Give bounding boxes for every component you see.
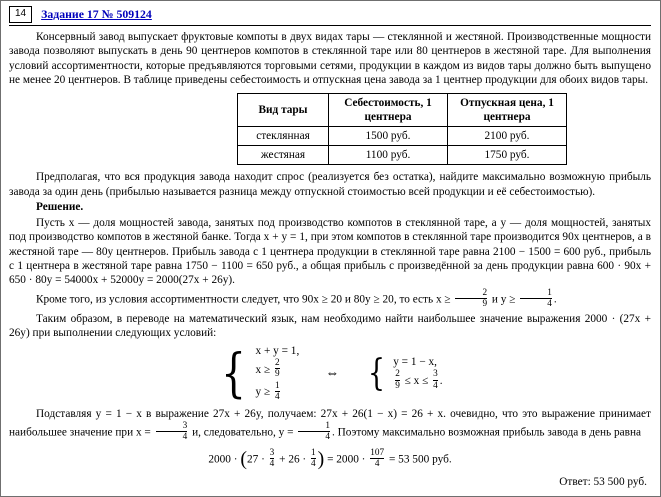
fraction-1-4: $\frac{1}{4}$ [311, 447, 316, 470]
text-run: ≤ x ≤ [401, 375, 432, 387]
table-header-price: Отпускная цена, 1 центнера [448, 93, 567, 126]
fraction-2-9: $\frac{2}{9}$ [395, 369, 400, 391]
table-header-cost: Себестоимость, 1 центнера [329, 93, 448, 126]
text-run: y ≥ [255, 386, 273, 399]
text-run: x ≥ [255, 363, 273, 376]
text-run: и y ≥ [489, 293, 519, 306]
header [9, 6, 651, 23]
problem-question: Предполагая, что вся продукция завода находит спрос (реализуется без остатка), найдите максимально возможную прибыль завода за один день (прибылью называется разница между отпускной стоимостью всей продукции и её себестоимостью). [9, 171, 651, 198]
text-run: и, следовательно, y = [189, 426, 297, 439]
text-run: 27 · [246, 453, 268, 466]
fraction-3-4: $\frac{3}{4}$ [156, 421, 188, 443]
problem-intro: Консервный завод выпускает фруктовые компоты в двух видах тары — стеклянной и жестяной. Производственные мощности завода позволяют выпускать в день 90 центнеров компотов в стеклянной таре или 80 центнеров в жестяной таре. Для выполнения условий ассортиментности, которые предъявляются торговыми сетями, продукции в каждом из видов тары должно быть выпущено не менее 20 центнеров. В таблице приведены себестоимость и отпускная цена завода за 1 центнер продукции для обоих видов тары. [9, 31, 651, 87]
table-row [238, 146, 567, 165]
table-row [238, 127, 567, 146]
header-divider [9, 25, 651, 26]
table-cell: 2100 руб. [448, 127, 567, 146]
final-formula [9, 449, 651, 471]
text-run: 2000 · [208, 453, 241, 466]
system-line [393, 370, 442, 392]
open-paren: ( [240, 447, 247, 470]
fraction-107-4: $\frac{107}{4}$ [370, 447, 385, 470]
fraction-1-4: $\frac{1}{4}$ [274, 380, 280, 403]
table-header-row [238, 93, 567, 126]
fraction-2-9: $\frac{2}{9}$ [274, 357, 280, 380]
left-system-rows [255, 344, 299, 404]
table-header-kind: Вид тары [238, 93, 329, 126]
equivalence-arrow: ⇔ [325, 365, 340, 381]
left-brace: { [221, 343, 247, 404]
fraction-3-4: $\frac{3}{4}$ [433, 369, 438, 391]
price-table [237, 93, 567, 165]
system-line [393, 355, 442, 369]
system-line [255, 382, 299, 404]
table-cell: жестяная [238, 146, 329, 165]
text-run: = 53 500 руб. [386, 453, 452, 466]
table-cell: 1750 руб. [448, 146, 567, 165]
assortment-paragraph [9, 289, 651, 311]
text-run: + 26 · [276, 453, 310, 466]
table-cell: стеклянная [238, 127, 329, 146]
solution-label: Решение. [36, 201, 84, 214]
answer-line: Ответ: 53 500 руб. [559, 475, 647, 488]
system-line [255, 344, 299, 358]
text-run: y = 1 − x, [393, 355, 437, 368]
close-paren: ) [317, 447, 325, 470]
fraction-1-4: $\frac{1}{4}$ [520, 288, 552, 310]
task-number-box: 14 [9, 6, 32, 23]
text-run: = 2000 · [324, 453, 369, 466]
solution-paragraph-3: Таким образом, в переводе на математический язык, нам необходимо найти наибольшее значение выражения 2000 · (27x + 26y) при выполнении следующих условий: [9, 312, 651, 340]
right-system-rows [393, 355, 442, 392]
text-run: Кроме того, из условия ассортиментности следует, что 90x ≥ 20 и 80y ≥ 20, то есть x ≥ [36, 293, 454, 306]
text-run: . [439, 375, 443, 387]
text-run: Подставляя y = 1 − x в выражение 27x + 26y, получаем: 27x + 26(1 − x) = 26 + x. очевидно, что это выражение принимает наибольшее значение при x = [9, 408, 651, 439]
conditions-system [9, 344, 651, 404]
text-run: . Поэтому максимально возможная прибыль завода в день равна [331, 426, 642, 439]
task-title-link[interactable]: Задание 17 № 509124 [41, 6, 152, 21]
substitution-paragraph [9, 407, 651, 443]
fraction-3-4: $\frac{3}{4}$ [269, 447, 275, 470]
system-line [255, 359, 299, 381]
text-run: x + y = 1, [255, 344, 300, 357]
right-brace: { [368, 352, 386, 394]
table-cell: 1100 руб. [329, 146, 448, 165]
fraction-1-4: $\frac{1}{4}$ [298, 421, 330, 443]
left-system [217, 344, 299, 404]
table-cell: 1500 руб. [329, 127, 448, 146]
fraction-2-9: $\frac{2}{9}$ [455, 288, 487, 310]
solution-paragraph-1: Пусть x — доля мощностей завода, занятых под производство компотов в стеклянной таре, а y — доля мощностей, занятых под производство компотов в жестяной банке. Тогда x + y = 1, при этом компотов в стеклянной таре производится 90x центнеров, а в жестяной таре — 80y центнеров. Прибыль завода с 1 центнера продукции в стеклянной таре равна 2100 − 1500 = 600 руб., прибыль с 1 центнера в жестяной таре равна 1750 − 1100 = 650 руб., а общая прибыль с произведённой за день продукции равна 600 · 90x + 650 · 80y = 54000x + 52000y = 2000(27x + 26y). [9, 216, 651, 287]
text-run: . [553, 293, 557, 306]
right-system [365, 352, 443, 394]
